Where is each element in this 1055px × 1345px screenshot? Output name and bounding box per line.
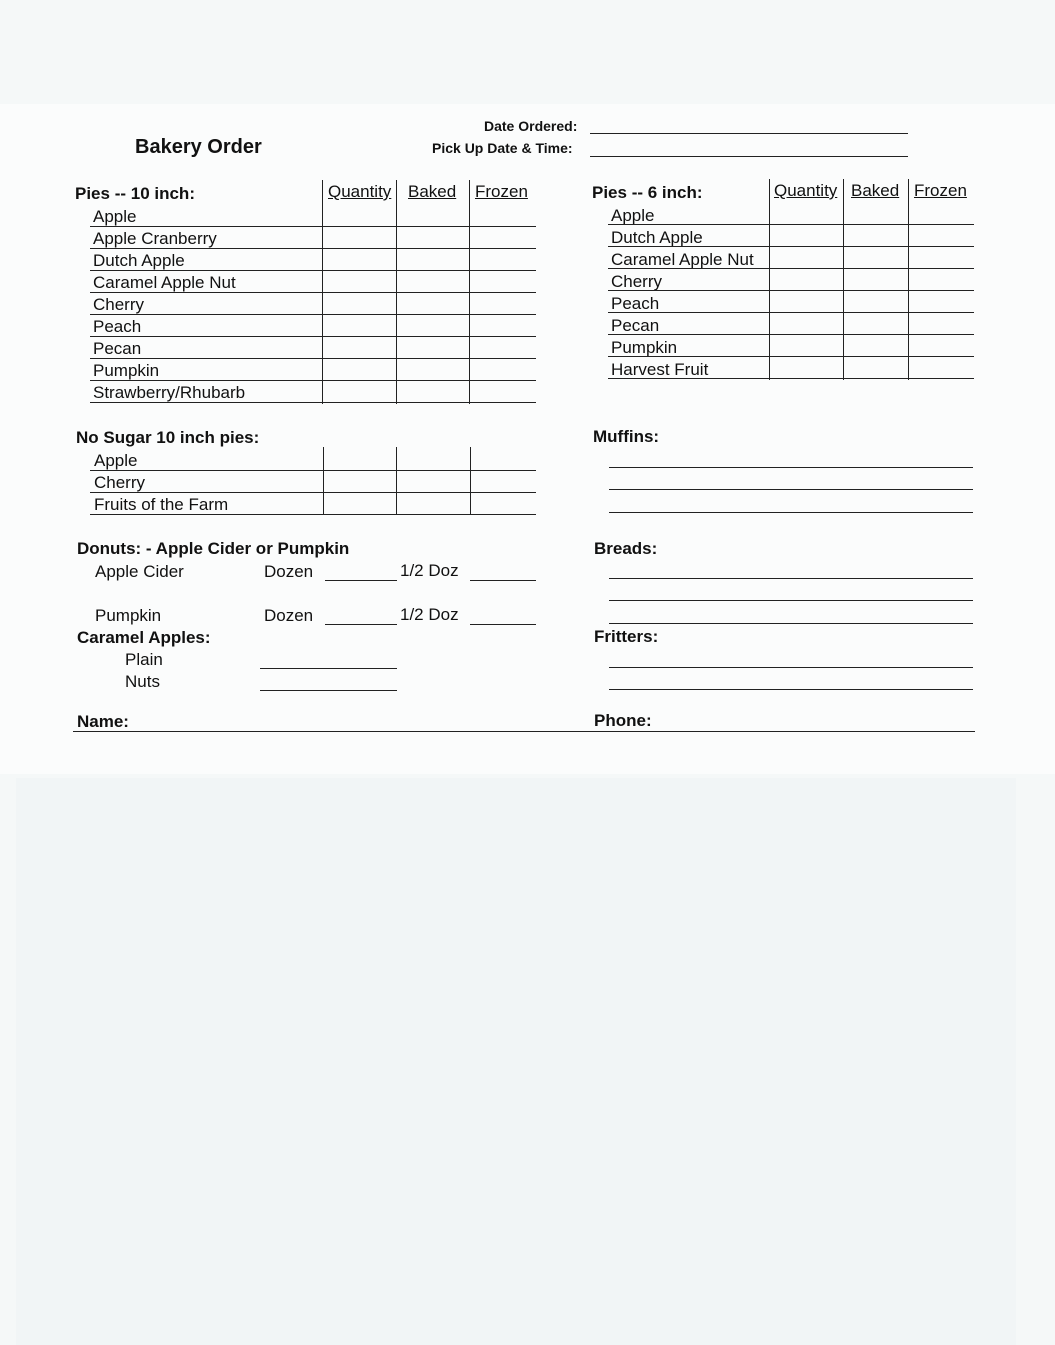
pies6-item: Peach xyxy=(611,294,660,313)
row-line xyxy=(90,514,536,515)
pies6-divider-3 xyxy=(908,179,909,380)
pies10-item: Pumpkin xyxy=(93,361,160,380)
fritters-line-2[interactable] xyxy=(609,689,973,690)
pies10-col-baked: Baked xyxy=(408,182,457,201)
row-line xyxy=(90,336,536,337)
caramel-plain-label: Plain xyxy=(125,650,163,669)
row-line xyxy=(608,290,974,291)
name-label: Name: xyxy=(77,712,129,731)
pies6-col-baked: Baked xyxy=(851,181,900,200)
donut-apple-cider-dozen-label: Dozen xyxy=(264,562,314,581)
fritters-line-1[interactable] xyxy=(609,667,973,668)
donut-apple-cider-half-field[interactable] xyxy=(470,580,536,581)
donut-pumpkin-label: Pumpkin xyxy=(95,606,162,625)
row-line xyxy=(608,268,974,269)
pies6-col-frozen: Frozen xyxy=(914,181,967,200)
pies10-item: Dutch Apple xyxy=(93,251,185,270)
donut-pumpkin-dozen-label: Dozen xyxy=(264,606,314,625)
row-line xyxy=(90,292,536,293)
muffins-line-3[interactable] xyxy=(609,512,973,513)
pies10-item: Caramel Apple Nut xyxy=(93,273,236,292)
nosugar-divider-3 xyxy=(470,447,471,515)
donut-pumpkin-half-field[interactable] xyxy=(470,624,536,625)
nosugar-divider-1 xyxy=(323,447,324,515)
name-phone-line[interactable] xyxy=(73,731,975,732)
form-title: Bakery Order xyxy=(135,136,262,158)
row-line xyxy=(90,492,536,493)
row-line xyxy=(608,334,974,335)
row-line xyxy=(90,314,536,315)
breads-title: Breads: xyxy=(594,539,658,558)
pickup-label: Pick Up Date & Time: xyxy=(432,140,573,156)
row-line xyxy=(608,378,974,379)
pies6-item: Pecan xyxy=(611,316,660,335)
nosugar-title: No Sugar 10 inch pies: xyxy=(76,428,260,447)
pies6-col-quantity: Quantity xyxy=(774,181,838,200)
nosugar-item: Apple xyxy=(94,451,138,470)
row-line xyxy=(90,226,536,227)
row-line xyxy=(608,224,974,225)
caramel-title: Caramel Apples: xyxy=(77,628,211,647)
nosugar-item: Fruits of the Farm xyxy=(94,495,229,514)
donut-apple-cider-label: Apple Cider xyxy=(95,562,184,581)
row-line xyxy=(608,246,974,247)
caramel-nuts-label: Nuts xyxy=(125,672,160,691)
row-line xyxy=(90,248,536,249)
row-line xyxy=(90,358,536,359)
pies10-item: Cherry xyxy=(93,295,145,314)
caramel-plain-field[interactable] xyxy=(260,668,397,669)
donut-pumpkin-dozen-field[interactable] xyxy=(325,624,397,625)
pies6-item: Caramel Apple Nut xyxy=(611,250,754,269)
pies6-item: Cherry xyxy=(611,272,663,291)
pies10-item: Peach xyxy=(93,317,142,336)
pies6-divider-2 xyxy=(843,179,844,380)
phone-label: Phone: xyxy=(594,711,652,730)
pies10-item: Apple Cranberry xyxy=(93,229,217,248)
date-ordered-field[interactable] xyxy=(590,133,908,134)
row-line xyxy=(608,312,974,313)
breads-line-3[interactable] xyxy=(609,623,973,624)
row-line xyxy=(90,402,536,403)
caramel-nuts-field[interactable] xyxy=(260,690,397,691)
donuts-title: Donuts: - Apple Cider or Pumpkin xyxy=(77,539,350,558)
donut-apple-cider-half-label: 1/2 Doz xyxy=(400,561,459,580)
fritters-title: Fritters: xyxy=(594,627,659,646)
pies10-title: Pies -- 10 inch: xyxy=(75,184,195,203)
muffins-line-1[interactable] xyxy=(609,467,973,468)
row-line xyxy=(90,270,536,271)
pies10-item: Apple xyxy=(93,207,137,226)
pies6-item: Apple xyxy=(611,206,655,225)
muffins-line-2[interactable] xyxy=(609,489,973,490)
donut-pumpkin-half-label: 1/2 Doz xyxy=(400,605,459,624)
breads-line-2[interactable] xyxy=(609,600,973,601)
row-line xyxy=(90,470,536,471)
donut-apple-cider-dozen-field[interactable] xyxy=(325,580,397,581)
row-line xyxy=(90,380,536,381)
pies10-col-quantity: Quantity xyxy=(328,182,392,201)
pies10-item: Strawberry/Rhubarb xyxy=(93,383,246,402)
pies10-item: Pecan xyxy=(93,339,142,358)
pies6-item: Pumpkin xyxy=(611,338,678,357)
pies6-item: Harvest Fruit xyxy=(611,360,709,379)
nosugar-divider-2 xyxy=(396,447,397,515)
pies6-title: Pies -- 6 inch: xyxy=(592,183,703,202)
muffins-title: Muffins: xyxy=(593,427,660,446)
pies10-col-frozen: Frozen xyxy=(475,182,528,201)
pickup-field[interactable] xyxy=(590,156,908,157)
date-ordered-label: Date Ordered: xyxy=(484,118,578,134)
pies6-divider-1 xyxy=(769,179,770,380)
row-line xyxy=(608,356,974,357)
pies6-item: Dutch Apple xyxy=(611,228,703,247)
blank-lower-area xyxy=(16,778,1016,1345)
nosugar-item: Cherry xyxy=(94,473,146,492)
breads-line-1[interactable] xyxy=(609,578,973,579)
